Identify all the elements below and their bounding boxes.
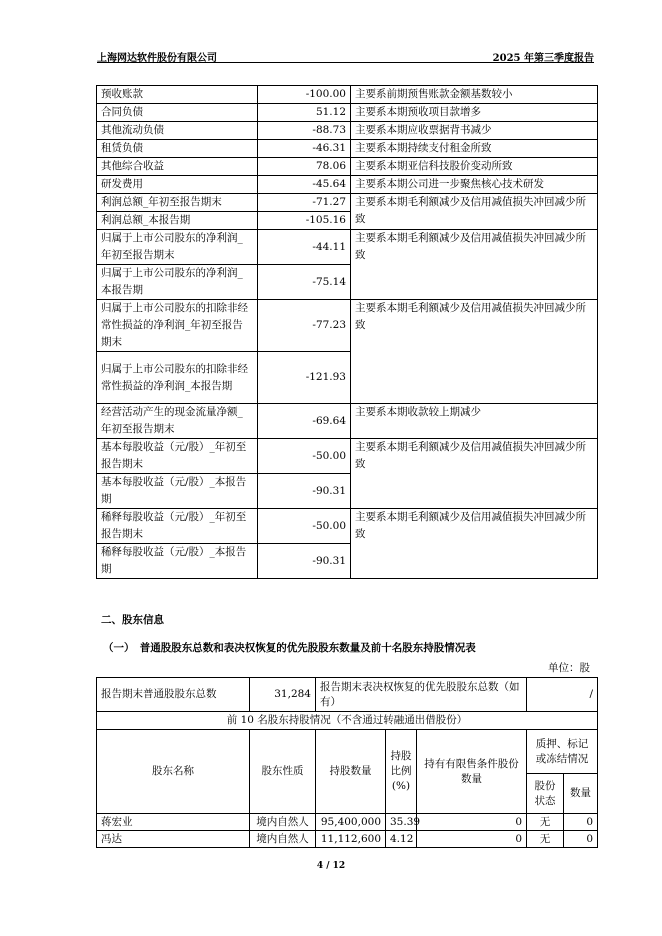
pct-cell: -75.14	[258, 265, 351, 300]
page-number: 4 / 12	[316, 861, 346, 871]
table-row	[97, 404, 598, 439]
item-cell: 归属于上市公司股东的净利润_本报告期	[97, 265, 258, 300]
item-cell: 其他综合收益	[97, 158, 258, 176]
pct-cell: -121.93	[258, 352, 351, 404]
pct-cell: 51.12	[258, 104, 351, 122]
table-row	[97, 176, 598, 194]
table-row	[97, 230, 598, 265]
table-row	[97, 194, 598, 212]
col-header-pledge: 质押、标记或冻结情况	[527, 730, 598, 774]
section-title: 二、股东信息	[101, 614, 164, 626]
holder-status: 无	[527, 814, 564, 831]
item-cell: 利润总额_本报告期	[97, 212, 258, 230]
table-row	[97, 122, 598, 140]
item-cell: 归属于上市公司股东的净利润_年初至报告期末	[97, 230, 258, 265]
reason-cell: 主要系本期持续支付租金所致	[351, 140, 598, 158]
holder-qty: 0	[564, 814, 598, 831]
item-cell: 合同负债	[97, 104, 258, 122]
pct-cell: -44.11	[258, 230, 351, 265]
pct-cell: 78.06	[258, 158, 351, 176]
reason-cell: 主要系本期毛利额减少及信用减值损失冲回减少所致	[351, 300, 598, 404]
table-row	[97, 814, 598, 831]
reason-cell: 主要系本期毛利额减少及信用减值损失冲回减少所致	[351, 230, 598, 300]
reason-cell: 主要系本期毛利额减少及信用减值损失冲回减少所致	[351, 439, 598, 509]
table-header-row	[97, 730, 598, 774]
item-cell: 经营活动产生的现金流量净额_年初至报告期末	[97, 404, 258, 439]
reason-cell: 主要系本期毛利额减少及信用减值损失冲回减少所致	[351, 194, 598, 230]
unit-label: 单位：股	[548, 662, 590, 674]
item-cell: 研发费用	[97, 176, 258, 194]
col-header-shares: 持股数量	[316, 730, 386, 814]
total-holders-label: 报告期末普通股股东总数	[97, 678, 250, 712]
item-cell: 预收账款	[97, 86, 258, 104]
col-header-qty: 数量	[564, 774, 598, 814]
section-subtitle: （一） 普通股股东总数和表决权恢复的优先股股东数量及前十名股东持股情况表	[103, 642, 476, 654]
item-cell: 稀释每股收益（元/股）_年初至报告期末	[97, 509, 258, 544]
col-header-restricted: 持有有限售条件股份数量	[417, 730, 527, 814]
table-row	[97, 86, 598, 104]
holder-shares: 11,112,600	[316, 831, 386, 848]
reason-cell: 主要系本期应收票据背书减少	[351, 122, 598, 140]
holder-restricted: 0	[417, 831, 527, 848]
col-header-ratio: 持股比例(%)	[386, 730, 417, 814]
total-holders-value: 31,284	[250, 678, 316, 712]
col-header-name: 股东名称	[97, 730, 250, 814]
reason-cell: 主要系本期公司进一步聚焦核心技术研发	[351, 176, 598, 194]
reason-cell: 主要系前期预售账款金额基数较小	[351, 86, 598, 104]
holder-restricted: 0	[417, 814, 527, 831]
holders-table	[96, 677, 598, 848]
holder-name: 冯达	[97, 831, 250, 848]
pct-cell: -90.31	[258, 544, 351, 579]
pct-cell: -88.73	[258, 122, 351, 140]
pct-cell: -50.00	[258, 509, 351, 544]
item-cell: 稀释每股收益（元/股）_本报告期	[97, 544, 258, 579]
item-cell: 租赁负债	[97, 140, 258, 158]
holder-qty: 0	[564, 831, 598, 848]
item-cell: 归属于上市公司股东的扣除非经常性损益的净利润_年初至报告期末	[97, 300, 258, 352]
item-cell: 基本每股收益（元/股）_年初至报告期末	[97, 439, 258, 474]
pref-holders-value: /	[527, 678, 598, 712]
holder-status: 无	[527, 831, 564, 848]
table-row	[97, 712, 598, 730]
holder-name: 蒋宏业	[97, 814, 250, 831]
pct-cell: -69.64	[258, 404, 351, 439]
table-row	[97, 140, 598, 158]
pref-holders-label: 报告期末表决权恢复的优先股股东总数（如有）	[316, 678, 527, 712]
holder-nature: 境内自然人	[250, 831, 316, 848]
pct-cell: -50.00	[258, 439, 351, 474]
holder-shares: 95,400,000	[316, 814, 386, 831]
reason-cell: 主要系本期预收项目款增多	[351, 104, 598, 122]
pct-cell: -71.27	[258, 194, 351, 212]
table-row	[97, 300, 598, 352]
holder-ratio: 35.39	[386, 814, 417, 831]
table-row	[97, 509, 598, 544]
holder-nature: 境内自然人	[250, 814, 316, 831]
table-row	[97, 678, 598, 712]
pct-cell: -77.23	[258, 300, 351, 352]
pct-cell: -45.64	[258, 176, 351, 194]
table-row	[97, 158, 598, 176]
company-name: 上海网达软件股份有限公司	[97, 53, 217, 64]
reason-cell: 主要系本期收款较上期减少	[351, 404, 598, 439]
table-row	[97, 831, 598, 848]
item-cell: 利润总额_年初至报告期末	[97, 194, 258, 212]
header-rule	[97, 62, 594, 63]
item-cell: 基本每股收益（元/股）_本报告期	[97, 474, 258, 509]
pct-cell: -46.31	[258, 140, 351, 158]
reason-cell: 主要系本期毛利额减少及信用减值损失冲回减少所致	[351, 509, 598, 579]
report-title: 2025 年第三季度报告	[492, 53, 594, 64]
top10-caption: 前 10 名股东持股情况（不含通过转融通出借股份）	[97, 712, 598, 730]
table-row	[97, 439, 598, 474]
pct-cell: -90.31	[258, 474, 351, 509]
col-header-status: 股份状态	[527, 774, 564, 814]
item-cell: 其他流动负债	[97, 122, 258, 140]
table-row	[97, 104, 598, 122]
changes-table	[96, 85, 598, 579]
holder-ratio: 4.12	[386, 831, 417, 848]
item-cell: 归属于上市公司股东的扣除非经常性损益的净利润_本报告期	[97, 352, 258, 404]
reason-cell: 主要系本期亚信科技股价变动所致	[351, 158, 598, 176]
pct-cell: -105.16	[258, 212, 351, 230]
col-header-nature: 股东性质	[250, 730, 316, 814]
pct-cell: -100.00	[258, 86, 351, 104]
